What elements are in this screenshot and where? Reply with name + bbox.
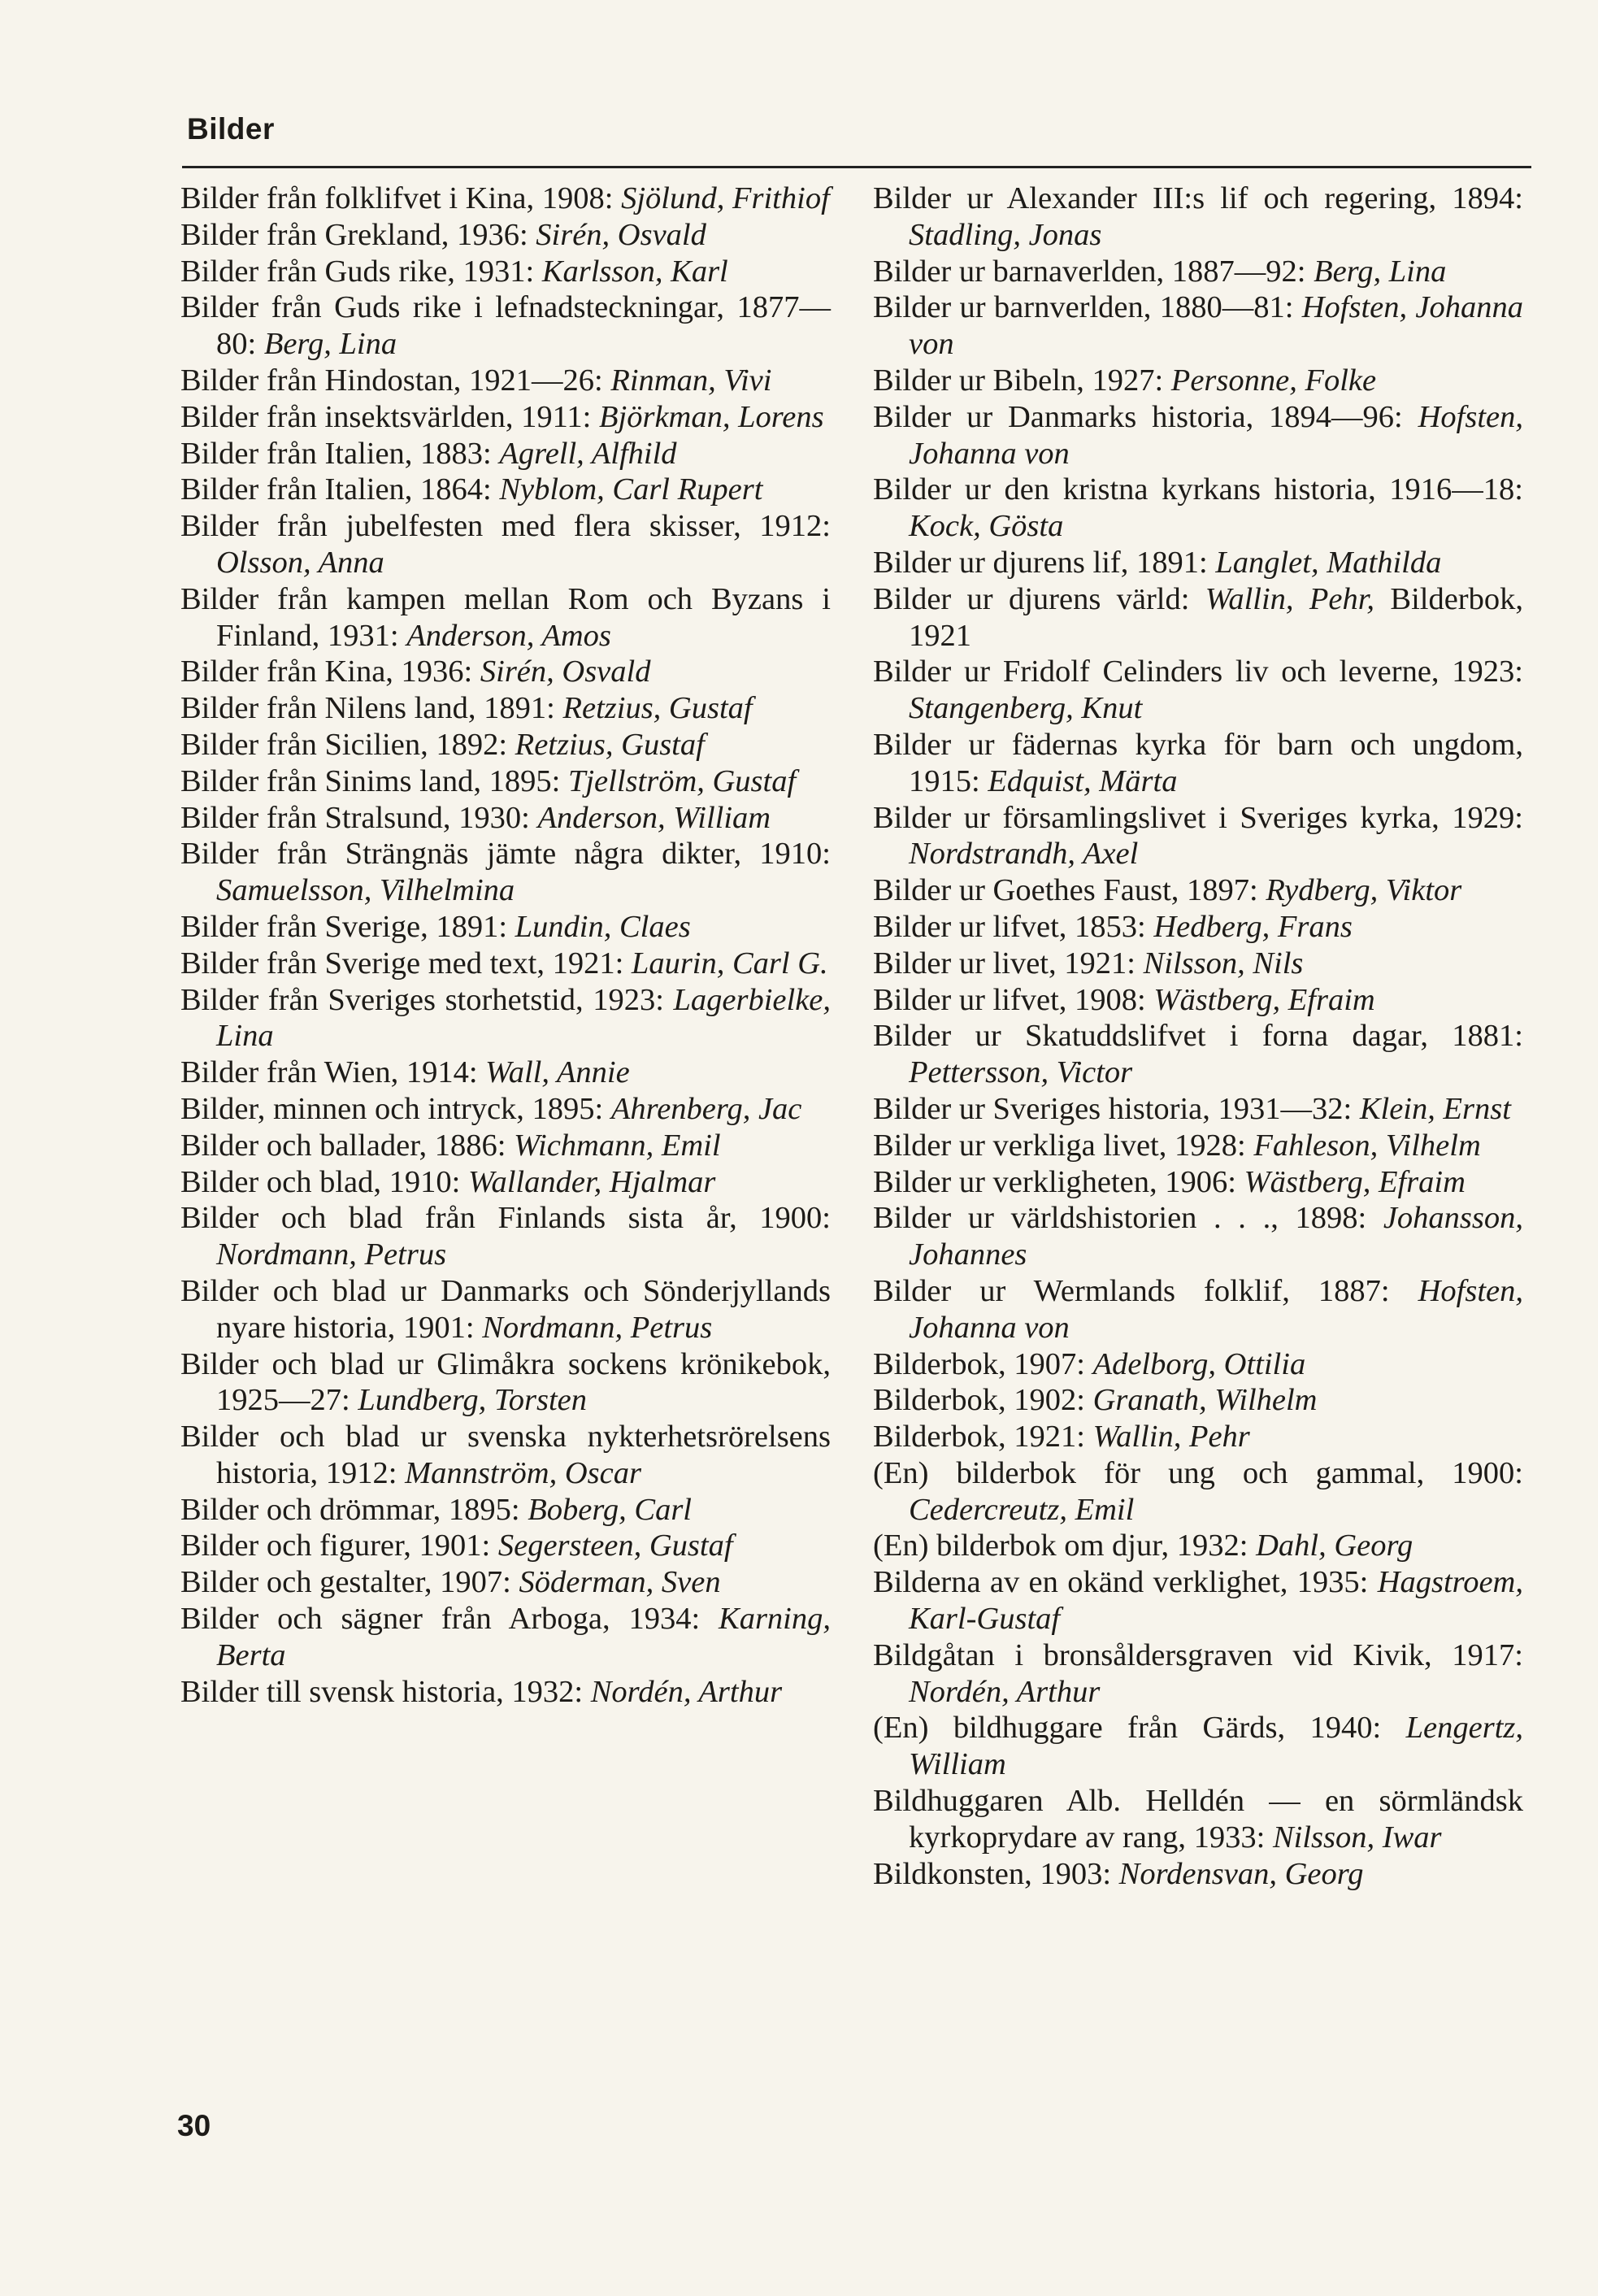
catalog-entry (180, 909, 831, 946)
entry-author: Wallander, Hjalmar (467, 1164, 716, 1199)
catalog-entry (180, 1674, 831, 1711)
entry-title: Bilder från jubelfesten med flera skisser, 1912: (180, 509, 831, 544)
entry-title: Bilder och blad ur svenska nykterhetsrörelsens historia, 1912: (180, 1420, 831, 1490)
entry-title: Bilder och gestalter, 1907: (180, 1565, 511, 1600)
entry-author: Nordén, Arthur (909, 1674, 1101, 1709)
entry-author: Wichmann, Emil (514, 1128, 721, 1163)
entry-author: Wästberg, Efraim (1153, 982, 1375, 1017)
catalog-entry (873, 909, 1523, 946)
entry-author: Rinman, Vivi (610, 363, 772, 398)
entry-author: Hofsten, Johanna von (909, 1273, 1523, 1345)
entry-title: Bilder från Strängnäs jämte några dikter, 1910: (180, 837, 831, 872)
catalog-entry (873, 1419, 1523, 1455)
entry-title: (En) bilderbok för ung och gammal, 1900: (873, 1455, 1523, 1490)
entry-title: Bilder från Sicilien, 1892: (180, 727, 508, 762)
entry-author: Retzius, Gustaf (515, 727, 705, 762)
catalog-entry (180, 1492, 831, 1528)
entry-title: Bilder och figurer, 1901: (180, 1528, 491, 1563)
catalog-entry (180, 763, 831, 800)
entry-title: Bilder från Italien, 1883: (180, 436, 492, 471)
entry-title: Bilder ur verkligheten, 1906: (873, 1164, 1236, 1199)
entry-title: Bilder från Guds rike i lefnadsteckningar, 1877—80: (180, 290, 831, 362)
entry-title: Bilder och ballader, 1886: (180, 1128, 506, 1163)
catalog-entry (180, 982, 831, 1055)
catalog-entry (180, 1128, 831, 1164)
catalog-entry (873, 1637, 1523, 1711)
entry-author: Wallin, Pehr (1092, 1420, 1250, 1455)
catalog-entry (873, 545, 1523, 581)
entry-author: Nordmann, Petrus (482, 1310, 713, 1345)
entry-title: Bilder ur livet, 1921: (873, 946, 1136, 981)
entry-title: Bilder ur djurens lif, 1891: (873, 545, 1208, 580)
catalog-entry (873, 1164, 1523, 1201)
catalog-entry (180, 727, 831, 763)
entry-title: Bilder från Sverige med text, 1921: (180, 946, 624, 981)
entry-title: Bilder ur fädernas kyrka för barn och ungdom, 1915: (873, 727, 1523, 798)
entry-author: Agrell, Alfhild (499, 436, 677, 471)
entry-author: Nordmann, Petrus (216, 1237, 447, 1272)
catalog-entry (873, 1382, 1523, 1419)
entry-title: Bilder ur världshistorien . . ., 1898: (873, 1201, 1367, 1236)
entry-author: Hofsten, Johanna von (909, 290, 1524, 362)
catalog-entry (180, 472, 831, 508)
catalog-entry (873, 727, 1523, 800)
left-column (180, 180, 831, 1710)
catalog-entry (873, 1200, 1523, 1273)
entry-author: Berg, Lina (263, 327, 397, 362)
entry-title: Bildhuggaren Alb. Helldén — en sörmländsk kyrkoprydare av rang, 1933: (873, 1784, 1523, 1855)
entry-author: Karlsson, Karl (541, 254, 728, 289)
catalog-entry (873, 1273, 1523, 1346)
entry-title: Bilder och drömmar, 1895: (180, 1492, 520, 1527)
catalog-entry (180, 946, 831, 982)
catalog-entry (873, 1528, 1523, 1564)
catalog-entry (873, 1856, 1523, 1893)
entry-author: Anderson, William (537, 800, 771, 835)
entry-author: Nyblom, Carl Rupert (499, 472, 763, 507)
catalog-entry (873, 180, 1523, 254)
entry-title: Bilder och blad ur Danmarks och Sönderjyllands nyare historia, 1901: (180, 1273, 831, 1345)
catalog-entry (180, 654, 831, 690)
catalog-entry (180, 690, 831, 727)
entry-title: Bildgåtan i bronsåldersgraven vid Kivik, 1917: (873, 1637, 1523, 1672)
entry-author: Nordstrandh, Axel (909, 837, 1139, 872)
entry-title: Bilder ur den kristna kyrkans historia, 1916—18: (873, 472, 1523, 507)
catalog-entry (180, 436, 831, 472)
entry-title: Bilder från Sinims land, 1895: (180, 763, 561, 798)
catalog-entry (180, 1200, 831, 1273)
entry-author: Tjellström, Gustaf (567, 763, 797, 798)
catalog-entry (873, 1091, 1523, 1128)
catalog-entry (873, 946, 1523, 982)
entry-author: Söderman, Sven (519, 1565, 721, 1600)
entry-title: Bilder ur lifvet, 1853: (873, 909, 1146, 944)
entry-title: (En) bildhuggare från Gärds, 1940: (873, 1711, 1382, 1746)
entry-author: Dahl, Georg (1256, 1528, 1413, 1563)
entry-title: Bilder ur Sveriges historia, 1931—32: (873, 1091, 1353, 1126)
entry-title: Bilder ur Bibeln, 1927: (873, 363, 1164, 398)
entry-title: Bilder från Nilens land, 1891: (180, 691, 555, 726)
entry-title: Bilder från Kina, 1936: (180, 654, 473, 689)
entry-title: Bilder ur Danmarks historia, 1894—96: (873, 399, 1403, 434)
entry-title: Bilder ur Goethes Faust, 1897: (873, 873, 1258, 908)
entry-author: Adelborg, Ottilia (1092, 1346, 1306, 1381)
catalog-entry (180, 581, 831, 654)
catalog-entry (873, 1783, 1523, 1856)
catalog-entry (180, 836, 831, 909)
catalog-entry (873, 654, 1523, 727)
entry-title: Bilder från Sverige, 1891: (180, 909, 508, 944)
catalog-entry (873, 289, 1523, 363)
entry-author: Berg, Lina (1314, 254, 1447, 289)
entry-author: Nordensvan, Georg (1118, 1856, 1364, 1891)
catalog-entry (180, 180, 831, 217)
entry-author: Retzius, Gustaf (562, 691, 753, 726)
catalog-entry (873, 581, 1523, 654)
entry-author: Stangenberg, Knut (909, 691, 1143, 726)
entry-title: Bilderbok, 1907: (873, 1346, 1085, 1381)
catalog-entry (873, 1710, 1523, 1783)
catalog-entry (180, 254, 831, 290)
entry-title: Bilder och blad ur Glimåkra sockens krönikebok, 1925—27: (180, 1346, 831, 1418)
entry-author: Karning, Berta (216, 1602, 831, 1672)
entry-title: Bilder från kampen mellan Rom och Byzans i Finland, 1931: (180, 581, 831, 653)
catalog-entry (873, 399, 1523, 472)
entry-author: Sjölund, Frithiof (621, 181, 830, 215)
catalog-entry (180, 399, 831, 436)
entry-title: Bilder från insektsvärlden, 1911: (180, 399, 592, 434)
entry-author: Laurin, Carl G. (631, 946, 828, 981)
page-number: 30 (177, 2109, 211, 2142)
catalog-entry (873, 872, 1523, 909)
catalog-entry (180, 1091, 831, 1128)
entry-author: Boberg, Carl (528, 1492, 693, 1527)
catalog-entry (180, 1164, 831, 1201)
entry-author: Lengertz, William (909, 1711, 1524, 1782)
entry-author: Nilsson, Iwar (1272, 1820, 1442, 1855)
catalog-entry (180, 800, 831, 837)
catalog-entry (180, 1419, 831, 1492)
entry-author: Personne, Folke (1170, 363, 1377, 398)
catalog-entry (180, 1601, 831, 1674)
entry-title: Bilder från Italien, 1864: (180, 472, 492, 507)
entry-author: Cedercreutz, Emil (909, 1492, 1135, 1527)
entry-title: Bilder från folklifvet i Kina, 1908: (180, 181, 614, 215)
entry-suffix: Bilderbok, 1921 (909, 581, 1523, 653)
catalog-entry (180, 217, 831, 254)
header-rule (182, 166, 1531, 168)
entry-author: Wall, Annie (485, 1055, 630, 1090)
catalog-entry (873, 254, 1523, 290)
entry-author: Segersteen, Gustaf (497, 1528, 733, 1563)
entry-title: Bilder och blad från Finlands sista år, 1900: (180, 1201, 831, 1236)
entry-title: Bilder från Sveriges storhetstid, 1923: (180, 982, 664, 1017)
entry-author: Ahrenberg, Jac (610, 1091, 802, 1126)
entry-author: Rydberg, Viktor (1266, 873, 1462, 908)
entry-author: Granath, Wilhelm (1092, 1383, 1318, 1418)
entry-author: Lagerbielke, Lina (216, 982, 832, 1054)
entry-title: Bilder till svensk historia, 1932: (180, 1674, 584, 1709)
entry-author: Mannström, Oscar (405, 1455, 641, 1490)
entry-title: Bilder ur djurens värld: (873, 581, 1190, 616)
catalog-entry (180, 1055, 831, 1091)
entry-author: Fahleson, Vilhelm (1253, 1128, 1481, 1163)
catalog-entry (873, 1018, 1523, 1091)
entry-author: Stadling, Jonas (909, 217, 1102, 252)
entry-title: Bilder från Guds rike, 1931: (180, 254, 535, 289)
entry-author: Lundberg, Torsten (358, 1383, 588, 1418)
entry-author: Anderson, Amos (406, 618, 611, 653)
entry-author: Hedberg, Frans (1153, 909, 1353, 944)
entry-author: Wästberg, Efraim (1244, 1164, 1466, 1199)
entry-title: Bilder ur församlingslivet i Sveriges kyrka, 1929: (873, 800, 1523, 835)
catalog-entry (873, 472, 1523, 545)
entry-title: Bilder från Stralsund, 1930: (180, 800, 530, 835)
catalog-entry (873, 1564, 1523, 1637)
catalog-entry (180, 1528, 831, 1564)
entry-author: Sirén, Osvald (480, 654, 651, 689)
entry-author: Sirén, Osvald (536, 217, 706, 252)
entry-title: Bilderna av en okänd verklighet, 1935: (873, 1565, 1369, 1600)
entry-title: Bilder ur Wermlands folklif, 1887: (873, 1273, 1390, 1308)
catalog-entry (180, 1564, 831, 1601)
entry-author: Klein, Ernst (1359, 1091, 1511, 1126)
entry-title: Bilder ur Skatuddslifvet i forna dagar, 1881: (873, 1019, 1523, 1054)
entry-title: (En) bilderbok om djur, 1932: (873, 1528, 1248, 1563)
catalog-entry (180, 289, 831, 363)
entry-author: Nilsson, Nils (1143, 946, 1304, 981)
entry-title: Bilder, minnen och intryck, 1895: (180, 1091, 604, 1126)
catalog-entry (180, 363, 831, 399)
catalog-entry (873, 982, 1523, 1019)
catalog-entry (180, 508, 831, 581)
entry-title: Bilder ur lifvet, 1908: (873, 982, 1146, 1017)
entry-title: Bilder från Hindostan, 1921—26: (180, 363, 603, 398)
entry-title: Bilderbok, 1902: (873, 1383, 1085, 1418)
catalog-entry (873, 1455, 1523, 1528)
entry-author: Nordén, Arthur (590, 1674, 783, 1709)
entry-title: Bilder ur Fridolf Celinders liv och leverne, 1923: (873, 654, 1523, 689)
entry-title: Bilder ur barnaverlden, 1887—92: (873, 254, 1306, 289)
entry-author: Hofsten, Johanna von (909, 399, 1524, 471)
entry-title: Bilder från Grekland, 1936: (180, 217, 528, 252)
catalog-entry (873, 800, 1523, 873)
catalog-entry (180, 1273, 831, 1346)
entry-author: Wallin, Pehr, (1205, 581, 1375, 616)
entry-title: Bilder ur verkliga livet, 1928: (873, 1128, 1246, 1163)
entry-author: Samuelsson, Vilhelmina (216, 873, 515, 908)
entry-author: Langlet, Mathilda (1215, 545, 1442, 580)
entry-author: Kock, Gösta (909, 509, 1064, 544)
entry-author: Björkman, Lorens (599, 399, 824, 434)
right-column (873, 180, 1523, 1892)
entry-title: Bilder ur Alexander III:s lif och regering, 1894: (873, 181, 1523, 215)
catalog-entry (873, 1128, 1523, 1164)
entry-author: Hagstroem, Karl-Gustaf (909, 1565, 1523, 1637)
entry-title: Bilder från Wien, 1914: (180, 1055, 478, 1090)
entry-author: Edquist, Märta (988, 763, 1178, 798)
entry-title: Bilder ur barnverlden, 1880—81: (873, 290, 1294, 325)
entry-author: Lundin, Claes (515, 909, 691, 944)
entry-title: Bilder och blad, 1910: (180, 1164, 461, 1199)
entry-title: Bildkonsten, 1903: (873, 1856, 1112, 1891)
entry-author: Pettersson, Victor (909, 1055, 1133, 1090)
catalog-entry (180, 1346, 831, 1420)
entry-title: Bilder och sägner från Arboga, 1934: (180, 1602, 701, 1637)
entry-author: Olsson, Anna (216, 545, 384, 580)
catalog-entry (873, 1346, 1523, 1383)
page-header: Bilder (187, 112, 275, 146)
catalog-entry (873, 363, 1523, 399)
entry-author: Johansson, Johannes (909, 1201, 1523, 1272)
entry-title: Bilderbok, 1921: (873, 1420, 1085, 1455)
